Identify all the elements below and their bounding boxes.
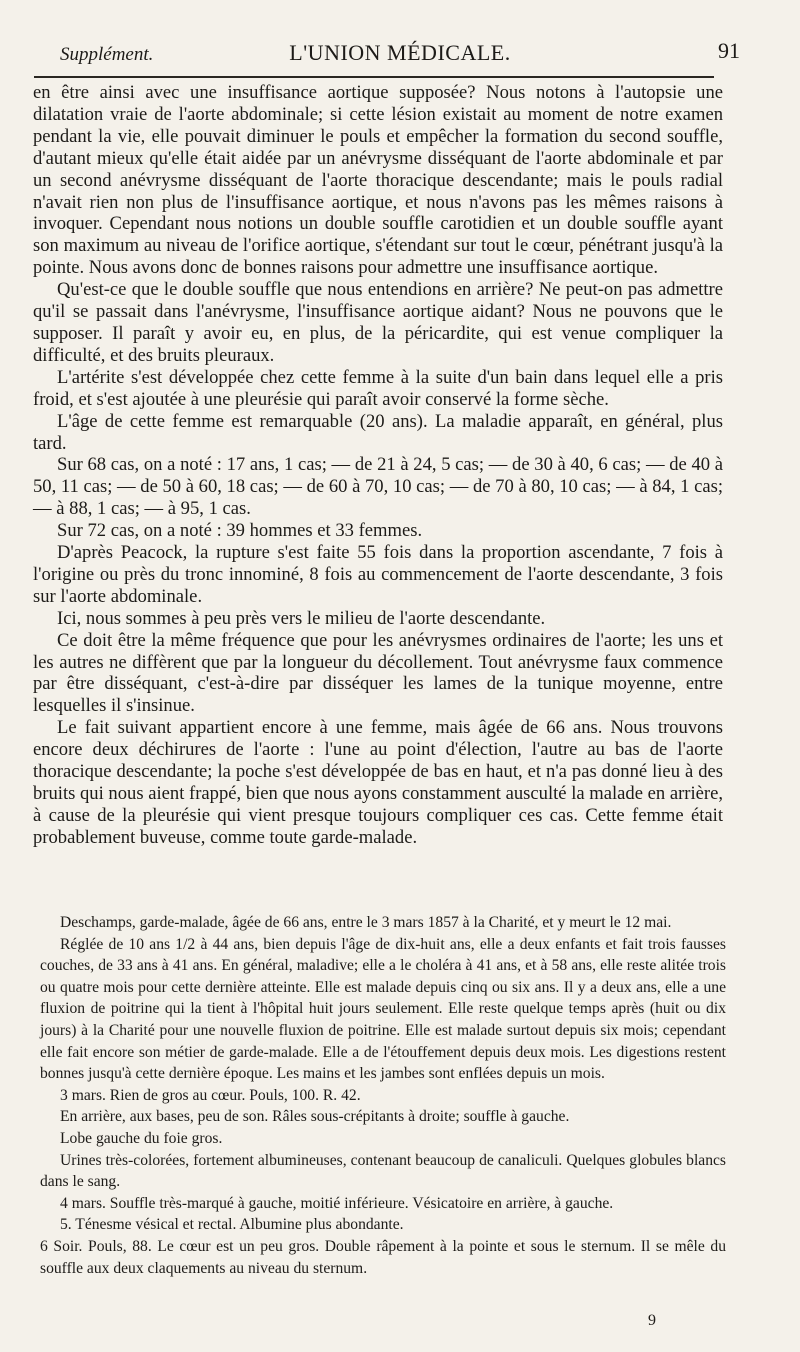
case-paragraph: Lobe gauche du foie gros. [60,1129,223,1147]
running-header [60,36,740,66]
case-paragraph: Réglée de 10 ans 1/2 à 44 ans, bien depuis l'âge de dix-huit ans, elle a deux enfants et fait trois fausses couches, de 33 ans à 41 ans. En général, maladive; elle a le choléra à 41 ans, et à 58 ans, elle reste alitée trois ou quatre mois pour cette dernière atteinte. Elle est malade depuis cinq ou six ans. Il y a deux ans, elle a une fluxion de poitrine qui la tient à l'hôpital huit jours seulement. Elle reste quelque temps après (huit ou dix jours) à la Charité pour une nouvelle fluxion de poitrine. Elle est malade surtout depuis six mois; cependant elle fait encore son métier de garde-malade. Elle a de l'étouffement depuis deux mois. Les digestions restent bonnes jusqu'à cette dernière époque. Les mains et les jambes sont enflées depuis un mois. [40,935,726,1083]
paragraph: D'après Peacock, la rupture s'est faite 55 fois dans la proportion ascendante, 7 fois à l'origine ou près du tronc innominé, 8 fois au commencement de l'aorte descendante, 3 fois sur l'aorte abdominale. [33,542,723,607]
paragraph: en être ainsi avec une insuffisance aortique supposée? Nous notons à l'autopsie une dilatation vraie de l'aorte abdominale; si cette lésion existait au moment de notre examen pendant la vie, elle pouvait diminuer le pouls et empêcher la formation du second souffle, d'autant mieux qu'elle était aidée par un anévrysme disséquant de l'aorte abdominale et par un second anévrysme disséquant de l'aorte thoracique descendante; mais le pouls radial n'avait rien non plus de l'insuffisance aortique, et nous n'avons pas les mêmes raisons à invoquer. Cependant nous notions un double souffle carotidien et un double souffle ayant son maximum au niveau de l'orifice aortique, s'étendant sur tout le cœur, pénétrant jusqu'à la pointe. Nous avons donc de bonnes raisons pour admettre une insuffisance aortique. [33,82,723,279]
header-rule [34,76,714,78]
paragraph: L'âge de cette femme est remarquable (20 ans). La maladie apparaît, en général, plus tard. [33,410,723,454]
header-page-number: 91 [718,38,740,63]
case-report [40,912,726,1279]
header-journal-title: L'UNION MÉDICALE. [289,40,511,65]
paragraph: Le fait suivant appartient encore à une femme, mais âgée de 66 ans. Nous trouvons encore deux déchirures de l'aorte : l'une au point d'élection, l'autre au bas de l'aorte thoracique descendante; la poche s'est développée de bas en haut, et n'a pas donné lieu à des bruits qui nous aient frappé, bien que nous ayons constamment ausculté la malade en arrière, à cause de la pleurésie qui vient presque toujours compliquer ces cas. Cette femme était probablement buveuse, comme toute garde-malade. [33,717,723,848]
paragraph: Ce doit être la même fréquence que pour les anévrysmes ordinaires de l'aorte; les uns et les autres ne diffèrent que par la longueur du décollement. Tout anévrysme faux commence par être disséquant, c'est-à-dire par disséquer les lames de la tunique moyenne, entre lesquelles il s'insinue. [33,629,723,717]
main-text [33,82,723,849]
case-paragraph: 5. Ténesme vésical et rectal. Albumine plus abondante. [60,1216,404,1234]
case-paragraph: Urines très-colorées, fortement albumineuses, contenant beaucoup de canaliculi. Quelques globules blancs dans le sang. [40,1151,726,1191]
case-paragraph: 3 mars. Rien de gros au cœur. Pouls, 100. R. 42. [60,1086,361,1104]
paragraph: Sur 72 cas, on a noté : 39 hommes et 33 femmes. [57,520,423,542]
case-paragraph: En arrière, aux bases, peu de son. Râles sous-crépitants à droite; souffle à gauche. [60,1108,570,1126]
paragraph: Sur 68 cas, on a noté : 17 ans, 1 cas; — de 21 à 24, 5 cas; — de 30 à 40, 6 cas; — de 40 à 50, 11 cas; — de 50 à 60, 18 cas; — de 60 à 70, 10 cas; — de 70 à 80, 10 cas; — à 84, 1 cas; — à 88, 1 cas; — à 95, 1 cas. [33,454,723,520]
case-paragraph: Deschamps, garde-malade, âgée de 66 ans, entre le 3 mars 1857 à la Charité, et y meurt le 12 mai. [60,914,672,931]
signature-mark: 9 [648,1312,656,1329]
header-section: Supplément. [60,44,154,65]
paragraph: Qu'est-ce que le double souffle que nous entendions en arrière? Ne peut-on pas admettre qu'il se passait dans l'anévrysme, l'insuffisance aortique aidant? Nous ne pouvons que le supposer. Il paraît y avoir eu, en plus, de la péricardite, qui est venue compliquer la difficulté, et des bruits pleuraux. [33,279,723,366]
case-paragraph: 6 Soir. Pouls, 88. Le cœur est un peu gros. Double râpement à la pointe et sous le sternum. Il se mêle du souffle aux deux claquements au niveau du sternum. [40,1237,726,1277]
paragraph: Ici, nous sommes à peu près vers le milieu de l'aorte descendante. [57,607,546,629]
paragraph: L'artérite s'est développée chez cette femme à la suite d'un bain dans lequel elle a pris froid, et s'est ajoutée à une pleurésie qui paraît avoir conservé la forme sèche. [33,366,723,410]
case-paragraph: 4 mars. Souffle très-marqué à gauche, moitié inférieure. Vésicatoire en arrière, à gauche. [60,1194,614,1212]
